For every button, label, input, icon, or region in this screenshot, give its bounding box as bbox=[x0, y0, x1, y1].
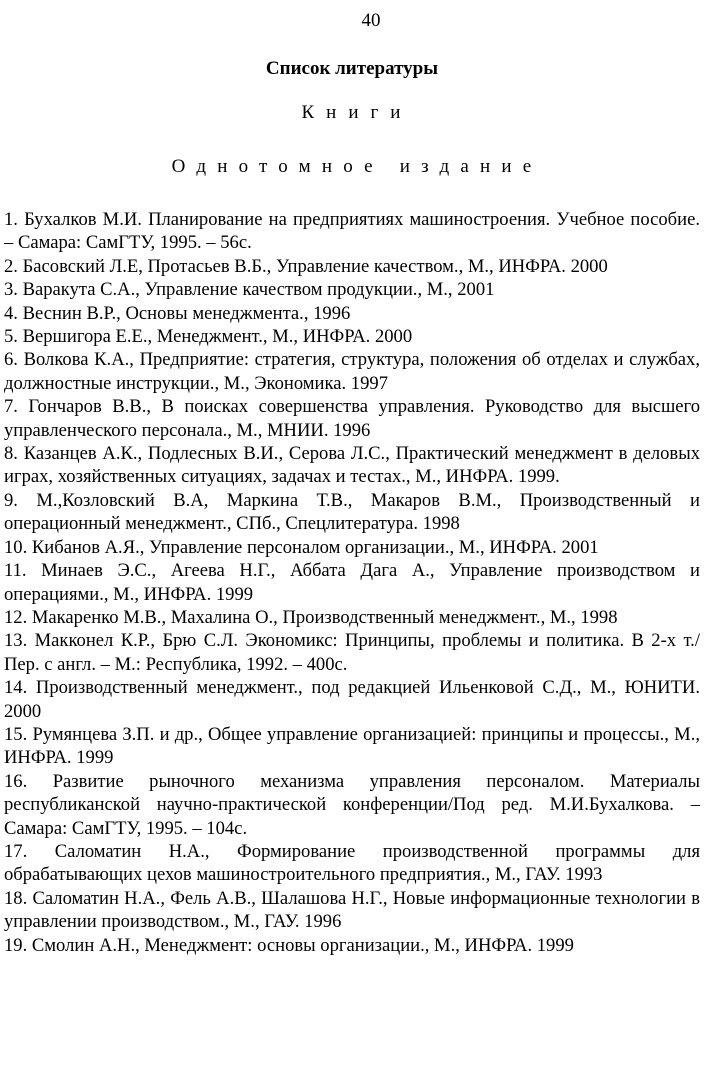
reference-item: 5. Вершигора Е.Е., Менеджмент., М., ИНФРА. 2000 bbox=[4, 326, 413, 348]
section-heading: Книги bbox=[301, 102, 413, 123]
page-number: 40 bbox=[361, 10, 381, 31]
reference-item: 14. Производственный менеджмент., под редакцией Ильенковой С.Д., М., ЮНИТИ. 2000 bbox=[4, 677, 700, 722]
reference-item: 9. М.,Козловский В.А, Маркина Т.В., Макаров В.М., Производственный и операционный менеджмент., СПб., Спецлитература. 1998 bbox=[4, 489, 700, 535]
reference-item: 13. Макконел К.Р., Брю С.Л. Экономикс: Принципы, проблемы и политика. В 2-х т./Пер. с англ. – М.: Республика, 1992. – 400с. bbox=[4, 630, 700, 675]
reference-item: 6. Волкова К.А., Предприятие: стратегия, структура, положения об отделах и службах, должностные инструкции., М., Экономика. 1997 bbox=[4, 349, 700, 394]
page-title: Список литературы bbox=[265, 58, 439, 79]
reference-item: 16. Развитие рыночного механизма управления персоналом. Материалы республиканской научно-практической конференции/Под ред. М.И.Бухалкова. – Самара: СамГТУ, 1995. – 104с. bbox=[4, 770, 700, 839]
reference-item: 7. Гончаров В.В., В поисках совершенства управления. Руководство для высшего управленческого персонала., М., МНИИ. 1996 bbox=[4, 396, 700, 441]
reference-item: 17. Саломатин Н.А., Формирование производственной программы для обрабатывающих цехов машиностроительного предприятия., М., ГАУ. 1993 bbox=[4, 840, 700, 886]
reference-item: 15. Румянцева З.П. и др., Общее управление организацией: принципы и процессы., М., ИНФРА. 1999 bbox=[4, 723, 700, 769]
reference-item: 10. Кибанов А.Я., Управление персоналом организации., М., ИНФРА. 2001 bbox=[4, 536, 599, 558]
subsection-heading: Однотомное издание bbox=[171, 156, 543, 177]
reference-item: 1. Бухалков М.И. Планирование на предприятиях машиностроения. Учебное пособие. – Самара: СамГТУ, 1995. – 56с. bbox=[4, 209, 700, 254]
reference-item: 11. Минаев Э.С., Агеева Н.Г., Аббата Дага А., Управление производством и операциями., М., ИНФРА. 1999 bbox=[4, 560, 700, 605]
reference-item: 4. Веснин В.Р., Основы менеджмента., 1996 bbox=[4, 302, 351, 324]
reference-item: 3. Варакута С.А., Управление качеством продукции., М., 2001 bbox=[4, 279, 495, 301]
reference-item: 8. Казанцев А.К., Подлесных В.И., Серова Л.С., Практический менеджмент в деловых играх, хозяйственных ситуациях, задачах и тестах., М., ИНФРА. 1999. bbox=[4, 443, 700, 488]
reference-item: 18. Саломатин Н.А., Фель А.В., Шалашова Н.Г., Новые информационные технологии в управлении производством., М., ГАУ. 1996 bbox=[4, 887, 700, 933]
reference-item: 19. Смолин А.Н., Менеджмент: основы организации., М., ИНФРА. 1999 bbox=[4, 934, 574, 956]
reference-list bbox=[4, 208, 700, 957]
reference-item: 2. Басовский Л.Е, Протасьев В.Б., Управление качеством., М., ИНФРА. 2000 bbox=[4, 255, 608, 277]
reference-item: 12. Макаренко М.В., Махалина О., Производственный менеджмент., М., 1998 bbox=[4, 606, 618, 628]
